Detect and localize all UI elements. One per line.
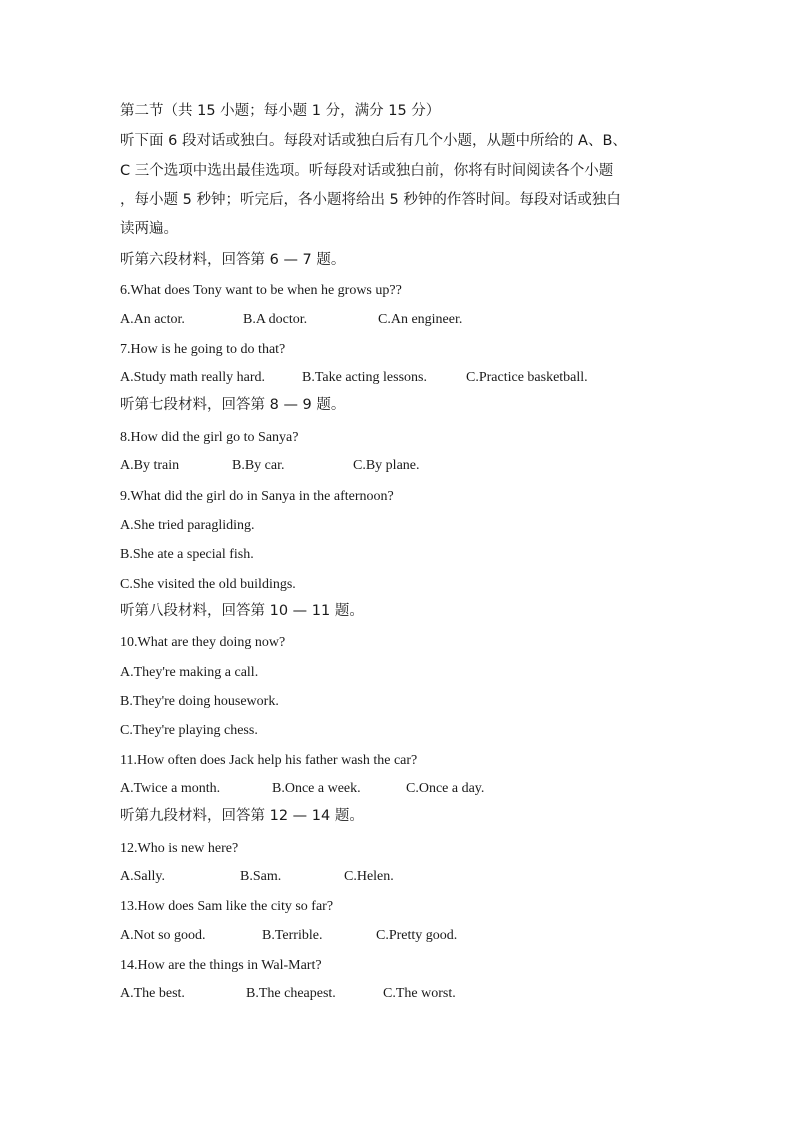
instruction-line: 听下面 6 段对话或独白。每段对话或独白后有几个小题，从题中所给的 A、B、 [120,133,627,149]
question-text: 9.What did the girl do in Sanya in the afternoon? [120,489,394,504]
option-b: B.Sam. [240,869,282,884]
section-title: 第二节（共 15 小题；每小题 1 分，满分 15 分） [120,103,441,119]
option-b: B.Take acting lessons. [302,370,427,385]
option-c: C.By plane. [353,458,420,473]
group-heading: 听第九段材料，回答第 12 — 14 题。 [120,808,364,824]
option-b: B.By car. [232,458,285,473]
option-c: C.An engineer. [378,312,463,327]
group-heading: 听第七段材料，回答第 8 — 9 题。 [120,397,346,413]
option-b: B.A doctor. [243,312,308,327]
question-text: 8.How did the girl go to Sanya? [120,430,299,445]
option-a: A.Twice a month. [120,781,221,796]
option-c: C.Helen. [344,869,394,884]
option-a: A.The best. [120,986,185,1001]
option-c: C.She visited the old buildings. [120,577,296,592]
question-text: 7.How is he going to do that? [120,342,286,357]
option-a: A.Sally. [120,869,165,884]
option-a: A.Study math really hard. [120,370,266,385]
question-text: 13.How does Sam like the city so far? [120,899,334,914]
option-b: B.The cheapest. [246,986,336,1001]
option-a: A.By train [120,458,180,473]
option-a: A.They're making a call. [120,665,259,680]
option-a: A.An actor. [120,312,185,327]
option-a: A.She tried paragliding. [120,518,255,533]
instruction-line: ，每小题 5 秒钟；听完后，各小题将给出 5 秒钟的作答时间。每段对话或独白 [120,192,621,208]
instruction-line: C 三个选项中选出最佳选项。听每段对话或独白前，你将有时间阅读各个小题 [120,163,614,179]
option-c: C.Pretty good. [376,928,458,943]
question-text: 6.What does Tony want to be when he grows up?? [120,283,402,298]
question-text: 10.What are they doing now? [120,635,286,650]
question-text: 14.How are the things in Wal-Mart? [120,958,322,973]
option-a: A.Not so good. [120,928,206,943]
instruction-line: 读两遍。 [120,221,178,237]
option-b: B.Terrible. [262,928,323,943]
option-c: C.The worst. [383,986,456,1001]
option-b: B.They're doing housework. [120,694,279,709]
question-text: 11.How often does Jack help his father wash the car? [120,753,418,768]
option-b: B.Once a week. [272,781,361,796]
group-heading: 听第六段材料，回答第 6 — 7 题。 [120,252,346,268]
group-heading: 听第八段材料，回答第 10 — 11 题。 [120,603,364,619]
option-b: B.She ate a special fish. [120,547,254,562]
question-text: 12.Who is new here? [120,841,239,856]
option-c: C.Practice basketball. [466,370,588,385]
option-c: C.They're playing chess. [120,723,258,738]
option-c: C.Once a day. [406,781,485,796]
